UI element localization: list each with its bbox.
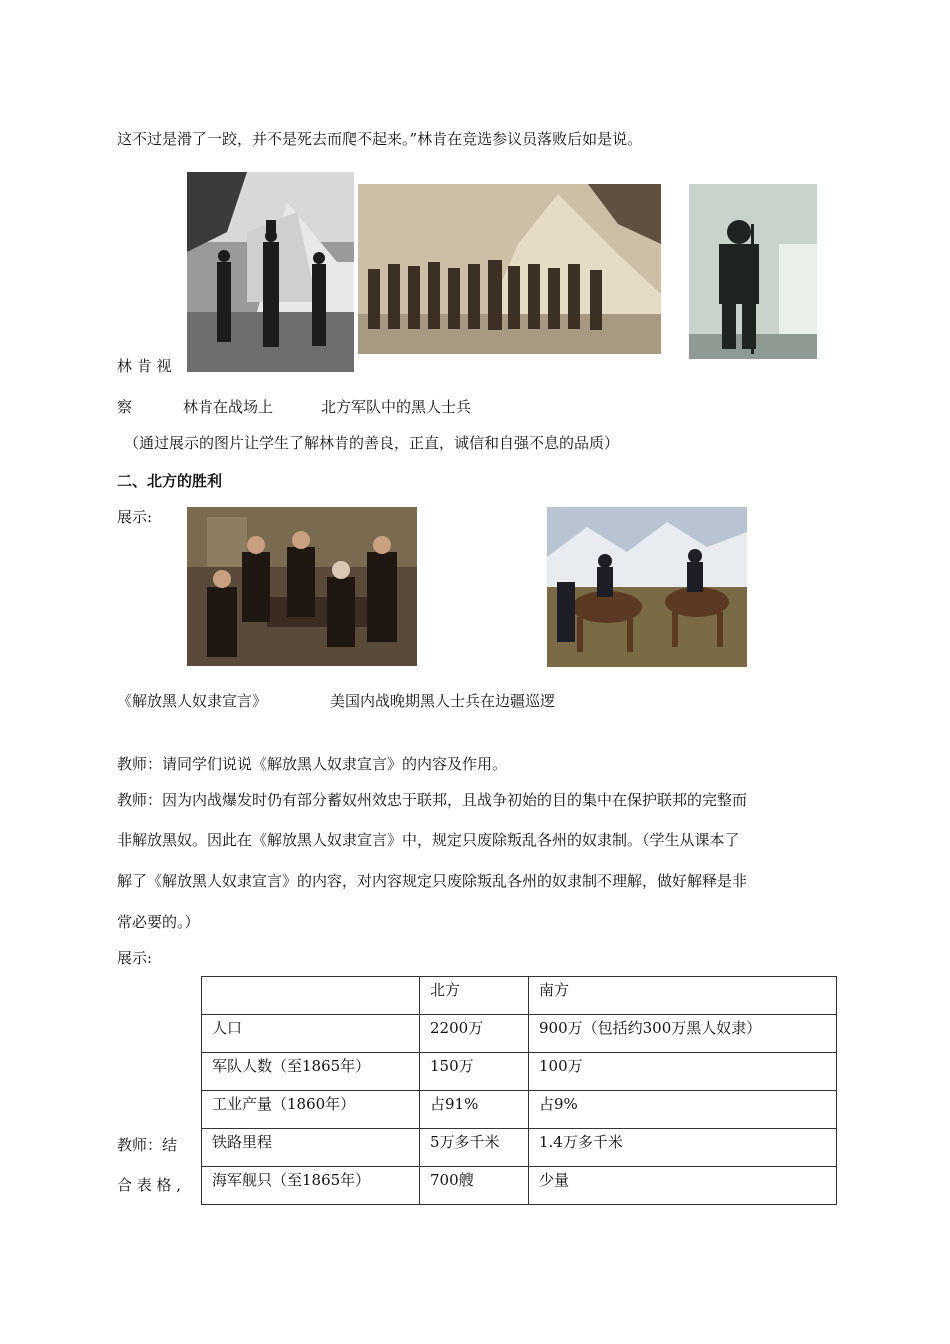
caption-lincoln-battlefield: 林肯在战场上 bbox=[183, 398, 274, 416]
intro-line: 这不过是滑了一跤，并不是死去而爬不起来。”林肯在竞选参议员落败后如是说。 bbox=[117, 130, 643, 148]
table-cell: 铁路里程 bbox=[202, 1129, 420, 1167]
table-cell: 军队人数（至1865年） bbox=[202, 1053, 420, 1091]
teacher-answer-line-2: 非解放黑奴。因此在《解放黑人奴隶宣言》中，规定只废除叛乱各州的奴隶制。（学生从课本了 bbox=[117, 831, 740, 849]
table-header-cell bbox=[202, 977, 420, 1015]
photo-black-soldier bbox=[689, 184, 817, 359]
table-header-cell: 北方 bbox=[420, 977, 529, 1015]
table-cell: 900万（包括约300万黑人奴隶） bbox=[529, 1015, 837, 1053]
teacher-answer-line-1: 教师：因为内战爆发时仍有部分蓄奴州效忠于联邦，且战争初始的目的集中在保护联邦的完整而 bbox=[117, 791, 748, 809]
table-cell: 占91% bbox=[420, 1091, 529, 1129]
table-cell: 人口 bbox=[202, 1015, 420, 1053]
photo-lincoln-inspection bbox=[187, 172, 354, 372]
table-cell: 占9% bbox=[529, 1091, 837, 1129]
table-row bbox=[202, 1091, 837, 1129]
table-header-cell: 南方 bbox=[529, 977, 837, 1015]
painting-emancipation-proclamation bbox=[187, 507, 417, 666]
table-cell: 700艘 bbox=[420, 1167, 529, 1205]
table-row bbox=[202, 1167, 837, 1205]
caption-black-soldiers-patrol: 美国内战晚期黑人士兵在边疆巡逻 bbox=[330, 692, 556, 710]
teacher-answer-line-4: 常必要的。） bbox=[117, 913, 200, 931]
section-heading: 二、北方的胜利 bbox=[117, 472, 223, 490]
photo-lincoln-battlefield bbox=[358, 184, 661, 354]
table-cell: 5万多千米 bbox=[420, 1129, 529, 1167]
table-cell: 2200万 bbox=[420, 1015, 529, 1053]
side-text-line-1: 教师：结 bbox=[117, 1136, 178, 1154]
note-line: （通过展示的图片让学生了解林肯的善良，正直，诚信和自强不息的品质） bbox=[124, 434, 620, 452]
caption-emancipation-proclamation: 《解放黑人奴隶宣言》 bbox=[117, 692, 268, 710]
table-row bbox=[202, 1015, 837, 1053]
table-cell: 100万 bbox=[529, 1053, 837, 1091]
table-cell: 1.4万多千米 bbox=[529, 1129, 837, 1167]
table-row bbox=[202, 1129, 837, 1167]
show-label-2: 展示: bbox=[117, 949, 153, 967]
teacher-question: 教师：请同学们说说《解放黑人奴隶宣言》的内容及作用。 bbox=[117, 755, 508, 773]
table-cell: 海军舰只（至1865年） bbox=[202, 1167, 420, 1205]
caption-lincoln-inspection-part2: 察 bbox=[117, 398, 133, 416]
caption-lincoln-inspection-part1: 林 肯 视 bbox=[117, 357, 172, 375]
side-text-line-2: 合 表 格 , bbox=[117, 1176, 182, 1194]
north-south-comparison-table bbox=[201, 976, 837, 1205]
teacher-answer-line-3: 解了《解放黑人奴隶宣言》的内容，对内容规定只废除叛乱各州的奴隶制不理解，做好解释是非 bbox=[117, 872, 748, 890]
table-cell: 150万 bbox=[420, 1053, 529, 1091]
table-cell: 少量 bbox=[529, 1167, 837, 1205]
table-row bbox=[202, 1053, 837, 1091]
table-header-row bbox=[202, 977, 837, 1015]
table-cell: 工业产量（1860年） bbox=[202, 1091, 420, 1129]
painting-black-soldiers-patrol bbox=[547, 507, 747, 667]
caption-black-soldier: 北方军队中的黑人士兵 bbox=[321, 398, 472, 416]
show-label-1: 展示: bbox=[117, 508, 153, 526]
